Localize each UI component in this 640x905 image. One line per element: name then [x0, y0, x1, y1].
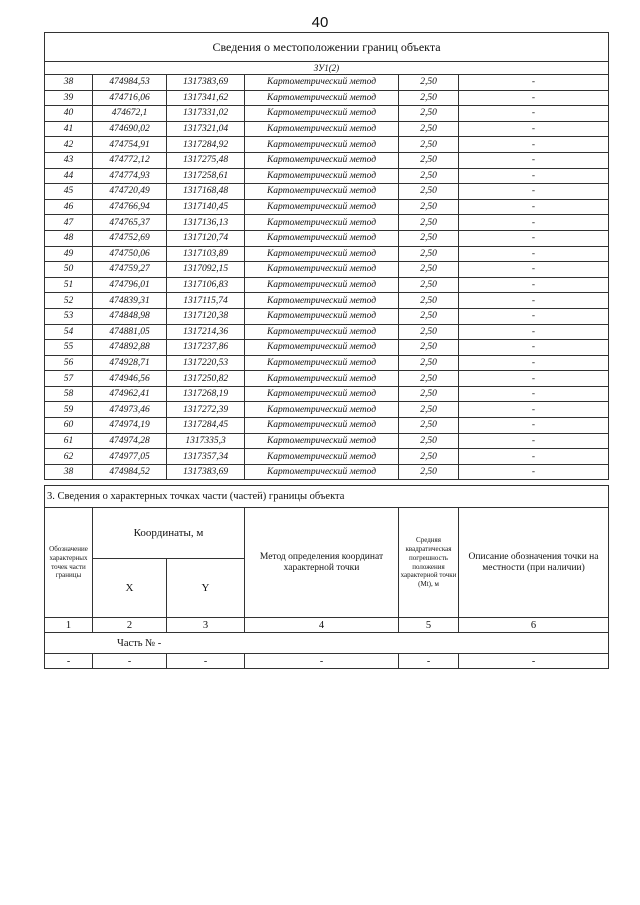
method-cell: Картометрический метод [245, 184, 399, 200]
table-row [45, 277, 609, 293]
y-coordinate-cell: 1317250,82 [167, 371, 245, 387]
column-number: 4 [245, 618, 399, 633]
header-method: Метод определения координат характерной точки [245, 508, 399, 618]
accuracy-cell: 2,50 [399, 355, 459, 371]
method-cell: Картометрический метод [245, 418, 399, 434]
x-coordinate-cell: 474774,93 [93, 168, 167, 184]
part-points-table [44, 485, 609, 669]
y-coordinate-cell: 1317272,39 [167, 402, 245, 418]
section-title: Сведения о местоположении границ объекта [45, 33, 609, 62]
x-coordinate-cell: 474839,31 [93, 293, 167, 309]
description-cell: - [459, 121, 609, 137]
table-row [45, 90, 609, 106]
y-coordinate-cell: 1317383,69 [167, 464, 245, 480]
column-number: 2 [93, 618, 167, 633]
description-cell: - [459, 90, 609, 106]
accuracy-cell: 2,50 [399, 168, 459, 184]
point-number-cell: 57 [45, 371, 93, 387]
point-number-cell: 45 [45, 184, 93, 200]
x-coordinate-cell: 474754,91 [93, 137, 167, 153]
y-coordinate-cell: 1317341,62 [167, 90, 245, 106]
description-cell: - [459, 402, 609, 418]
x-coordinate-cell: 474946,56 [93, 371, 167, 387]
empty-cell: - [459, 654, 609, 669]
header-y: Y [167, 559, 245, 618]
y-coordinate-cell: 1317268,19 [167, 386, 245, 402]
table-row [45, 449, 609, 465]
method-cell: Картометрический метод [245, 371, 399, 387]
point-number-cell: 60 [45, 418, 93, 434]
accuracy-cell: 2,50 [399, 137, 459, 153]
x-coordinate-cell: 474848,98 [93, 308, 167, 324]
point-number-cell: 58 [45, 386, 93, 402]
table-row [45, 75, 609, 91]
table-row [45, 262, 609, 278]
header-coordinates: Координаты, м [93, 508, 245, 559]
description-cell: - [459, 464, 609, 480]
accuracy-cell: 2,50 [399, 152, 459, 168]
y-coordinate-cell: 1317331,02 [167, 106, 245, 122]
method-cell: Картометрический метод [245, 246, 399, 262]
method-cell: Картометрический метод [245, 121, 399, 137]
x-coordinate-cell: 474690,02 [93, 121, 167, 137]
table-row [45, 215, 609, 231]
point-number-cell: 39 [45, 90, 93, 106]
point-number-cell: 46 [45, 199, 93, 215]
empty-cell: - [399, 654, 459, 669]
accuracy-cell: 2,50 [399, 106, 459, 122]
table-row [45, 246, 609, 262]
description-cell: - [459, 168, 609, 184]
table-row [45, 386, 609, 402]
y-coordinate-cell: 1317106,83 [167, 277, 245, 293]
accuracy-cell: 2,50 [399, 464, 459, 480]
x-coordinate-cell: 474962,41 [93, 386, 167, 402]
point-number-cell: 41 [45, 121, 93, 137]
table-row [45, 464, 609, 480]
empty-cell: - [245, 654, 399, 669]
accuracy-cell: 2,50 [399, 449, 459, 465]
x-coordinate-cell: 474984,52 [93, 464, 167, 480]
point-number-cell: 51 [45, 277, 93, 293]
description-cell: - [459, 262, 609, 278]
table-row [45, 152, 609, 168]
point-number-cell: 55 [45, 340, 93, 356]
accuracy-cell: 2,50 [399, 184, 459, 200]
empty-cell: - [167, 654, 245, 669]
description-cell: - [459, 371, 609, 387]
table-row [45, 371, 609, 387]
header-description: Описание обозначения точки на местности (при наличии) [459, 508, 609, 618]
method-cell: Картометрический метод [245, 230, 399, 246]
method-cell: Картометрический метод [245, 308, 399, 324]
empty-cell: - [93, 654, 167, 669]
x-coordinate-cell: 474892,88 [93, 340, 167, 356]
point-number-cell: 38 [45, 75, 93, 91]
y-coordinate-cell: 1317136,13 [167, 215, 245, 231]
y-coordinate-cell: 1317357,34 [167, 449, 245, 465]
point-number-cell: 43 [45, 152, 93, 168]
description-cell: - [459, 308, 609, 324]
point-number-cell: 44 [45, 168, 93, 184]
x-coordinate-cell: 474759,27 [93, 262, 167, 278]
x-coordinate-cell: 474984,53 [93, 75, 167, 91]
table-row [45, 184, 609, 200]
point-number-cell: 52 [45, 293, 93, 309]
x-coordinate-cell: 474772,12 [93, 152, 167, 168]
method-cell: Картометрический метод [245, 262, 399, 278]
y-coordinate-cell: 1317383,69 [167, 75, 245, 91]
description-cell: - [459, 230, 609, 246]
point-number-cell: 47 [45, 215, 93, 231]
point-number-cell: 38 [45, 464, 93, 480]
description-cell: - [459, 75, 609, 91]
point-number-cell: 49 [45, 246, 93, 262]
accuracy-cell: 2,50 [399, 402, 459, 418]
y-coordinate-cell: 1317140,45 [167, 199, 245, 215]
boundary-coordinates-table [44, 32, 609, 480]
accuracy-cell: 2,50 [399, 324, 459, 340]
method-cell: Картометрический метод [245, 293, 399, 309]
accuracy-cell: 2,50 [399, 433, 459, 449]
method-cell: Картометрический метод [245, 75, 399, 91]
description-cell: - [459, 152, 609, 168]
accuracy-cell: 2,50 [399, 418, 459, 434]
point-number-cell: 50 [45, 262, 93, 278]
x-coordinate-cell: 474750,06 [93, 246, 167, 262]
accuracy-cell: 2,50 [399, 246, 459, 262]
method-cell: Картометрический метод [245, 464, 399, 480]
point-number-cell: 54 [45, 324, 93, 340]
x-coordinate-cell: 474716,06 [93, 90, 167, 106]
method-cell: Картометрический метод [245, 402, 399, 418]
column-number: 6 [459, 618, 609, 633]
plot-label: ЗУ1(2) [45, 62, 609, 75]
x-coordinate-cell: 474973,46 [93, 402, 167, 418]
y-coordinate-cell: 1317237,86 [167, 340, 245, 356]
x-coordinate-cell: 474974,19 [93, 418, 167, 434]
header-accuracy: Средняя квадратическая погрешность положения характерной точки (Mt), м [399, 508, 459, 618]
x-coordinate-cell: 474974,28 [93, 433, 167, 449]
y-coordinate-cell: 1317335,3 [167, 433, 245, 449]
point-number-cell: 40 [45, 106, 93, 122]
description-cell: - [459, 433, 609, 449]
x-coordinate-cell: 474977,05 [93, 449, 167, 465]
method-cell: Картометрический метод [245, 277, 399, 293]
y-coordinate-cell: 1317115,74 [167, 293, 245, 309]
method-cell: Картометрический метод [245, 324, 399, 340]
x-coordinate-cell: 474881,05 [93, 324, 167, 340]
parts-section-title: 3. Сведения о характерных точках части (частей) границы объекта [45, 486, 609, 508]
y-coordinate-cell: 1317275,48 [167, 152, 245, 168]
table-row [45, 168, 609, 184]
accuracy-cell: 2,50 [399, 386, 459, 402]
description-cell: - [459, 184, 609, 200]
description-cell: - [459, 215, 609, 231]
method-cell: Картометрический метод [245, 433, 399, 449]
column-number: 5 [399, 618, 459, 633]
table-row [45, 230, 609, 246]
method-cell: Картометрический метод [245, 168, 399, 184]
description-cell: - [459, 340, 609, 356]
table-row [45, 199, 609, 215]
method-cell: Картометрический метод [245, 152, 399, 168]
description-cell: - [459, 386, 609, 402]
accuracy-cell: 2,50 [399, 215, 459, 231]
column-number: 3 [167, 618, 245, 633]
y-coordinate-cell: 1317284,45 [167, 418, 245, 434]
table-row [45, 433, 609, 449]
table-row [45, 137, 609, 153]
point-number-cell: 42 [45, 137, 93, 153]
accuracy-cell: 2,50 [399, 121, 459, 137]
point-number-cell: 61 [45, 433, 93, 449]
point-number-cell: 62 [45, 449, 93, 465]
description-cell: - [459, 324, 609, 340]
description-cell: - [459, 449, 609, 465]
table-row [45, 106, 609, 122]
accuracy-cell: 2,50 [399, 308, 459, 324]
y-coordinate-cell: 1317220,53 [167, 355, 245, 371]
description-cell: - [459, 277, 609, 293]
accuracy-cell: 2,50 [399, 340, 459, 356]
y-coordinate-cell: 1317092,15 [167, 262, 245, 278]
accuracy-cell: 2,50 [399, 230, 459, 246]
method-cell: Картометрический метод [245, 355, 399, 371]
part-label: Часть № - [45, 633, 609, 654]
description-cell: - [459, 418, 609, 434]
description-cell: - [459, 137, 609, 153]
table-row [45, 293, 609, 309]
description-cell: - [459, 106, 609, 122]
point-number-cell: 53 [45, 308, 93, 324]
point-number-cell: 56 [45, 355, 93, 371]
method-cell: Картометрический метод [245, 215, 399, 231]
description-cell: - [459, 293, 609, 309]
header-designation: Обозначение характерных точек части границы [45, 508, 93, 618]
description-cell: - [459, 199, 609, 215]
header-x: X [93, 559, 167, 618]
method-cell: Картометрический метод [245, 449, 399, 465]
empty-cell: - [45, 654, 93, 669]
method-cell: Картометрический метод [245, 90, 399, 106]
y-coordinate-cell: 1317120,38 [167, 308, 245, 324]
x-coordinate-cell: 474766,94 [93, 199, 167, 215]
x-coordinate-cell: 474752,69 [93, 230, 167, 246]
x-coordinate-cell: 474765,37 [93, 215, 167, 231]
table-row [45, 340, 609, 356]
accuracy-cell: 2,50 [399, 75, 459, 91]
table-row [45, 308, 609, 324]
table-row [45, 324, 609, 340]
method-cell: Картометрический метод [245, 340, 399, 356]
point-number-cell: 59 [45, 402, 93, 418]
accuracy-cell: 2,50 [399, 262, 459, 278]
table-row [45, 121, 609, 137]
x-coordinate-cell: 474928,71 [93, 355, 167, 371]
y-coordinate-cell: 1317214,36 [167, 324, 245, 340]
x-coordinate-cell: 474720,49 [93, 184, 167, 200]
column-number: 1 [45, 618, 93, 633]
y-coordinate-cell: 1317168,48 [167, 184, 245, 200]
accuracy-cell: 2,50 [399, 199, 459, 215]
accuracy-cell: 2,50 [399, 371, 459, 387]
y-coordinate-cell: 1317120,74 [167, 230, 245, 246]
accuracy-cell: 2,50 [399, 277, 459, 293]
table-row [45, 355, 609, 371]
x-coordinate-cell: 474672,1 [93, 106, 167, 122]
y-coordinate-cell: 1317258,61 [167, 168, 245, 184]
accuracy-cell: 2,50 [399, 293, 459, 309]
method-cell: Картометрический метод [245, 106, 399, 122]
x-coordinate-cell: 474796,01 [93, 277, 167, 293]
page-number: 40 [311, 14, 329, 31]
method-cell: Картометрический метод [245, 386, 399, 402]
description-cell: - [459, 246, 609, 262]
point-number-cell: 48 [45, 230, 93, 246]
y-coordinate-cell: 1317284,92 [167, 137, 245, 153]
table-row [45, 402, 609, 418]
y-coordinate-cell: 1317321,04 [167, 121, 245, 137]
accuracy-cell: 2,50 [399, 90, 459, 106]
y-coordinate-cell: 1317103,89 [167, 246, 245, 262]
method-cell: Картометрический метод [245, 137, 399, 153]
table-row [45, 418, 609, 434]
method-cell: Картометрический метод [245, 199, 399, 215]
description-cell: - [459, 355, 609, 371]
